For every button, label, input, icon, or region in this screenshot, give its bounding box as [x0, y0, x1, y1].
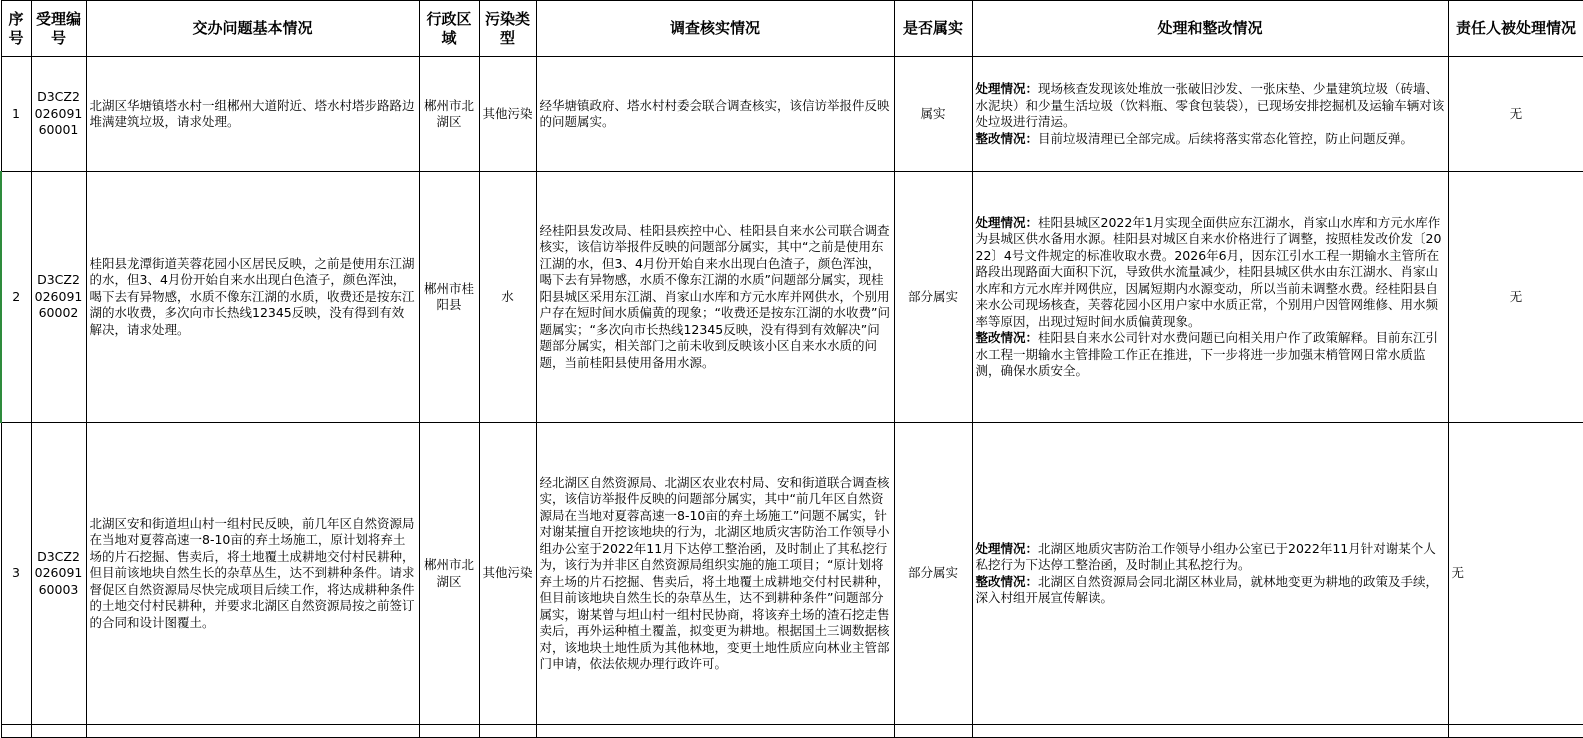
- header-seq: 序号: [1, 1, 31, 57]
- cell-verified: 部分属实: [894, 172, 972, 423]
- rectification-label: 整改情况：: [975, 130, 1039, 146]
- handling-text: 现场核查发现该处堆放一张破旧沙发、一张床垫、少量建筑垃圾（砖墙、水泥块）和少量生活垃圾（饮料瓶、零食包装袋），已现场安排挖掘机及运输车辆对该处垃圾进行清运。: [975, 81, 1445, 129]
- cell-type: 水: [479, 172, 536, 423]
- header-issue: 交办问题基本情况: [86, 1, 419, 57]
- handling-text: 桂阳县城区2022年1月实现全面供应东江湖水，肖家山水库和方元水库作为县城区供水备用水源。桂阳县对城区自来水价格进行了调整，按照桂发改价发〔2022〕4号文件规定的标准收取水费。2026年6月，因东江引水工程一期输水主管所在路段出现路面大面积下沉，导致供水流量减少，桂阳县城区供水由东江湖水、肖家山水库和方元水库并网供应，因属短期内水源变动，所以当前未调整水费。经桂阳县自来水公司现场核查，芙蓉花园小区用户家中水质正常，个别用户因管网维修、用水频率等原因，出现过短时间水质偏黄现象。: [975, 214, 1442, 329]
- table-row: [1, 57, 1583, 172]
- cell-investigation: 经桂阳县发改局、桂阳县疾控中心、桂阳县自来水公司联合调查核实，该信访举报件反映的问题部分属实，其中“之前是使用东江湖的水，但3、4月份开始自来水出现白色渣子，颜色浑浊，喝下去有异物感，水质不像东江湖的水质”问题部分属实，现桂阳县城区采用东江湖、肖家山水库和方元水库并网供水，个别用户存在短时间水质偏黄的现象；“收费还是按东江湖的水收费”问题属实；“多次向市长热线12345反映，没有得到有效解决”问题部分属实，相关部门之前未收到反映该小区自来水水质的问题，当前桂阳县使用备用水源。: [536, 172, 894, 423]
- handling-text: 北湖区地质灾害防治工作领导小组办公室已于2022年11月针对谢某个人私挖行为下达停工整治函，及时制止其私挖行为。: [975, 540, 1436, 572]
- cell-seq: 2: [1, 172, 31, 423]
- cell-issue: 桂阳县龙潭街道芙蓉花园小区居民反映，之前是使用东江湖的水，但3、4月份开始自来水出现白色渣子，颜色浑浊，喝下去有异物感，水质不像东江湖的水质，收费还是按东江湖的水收费，多次向市长热线12345反映，没有得到有效解决，请求处理。: [86, 172, 419, 423]
- header-investigation: 调查核实情况: [536, 1, 894, 57]
- cell-issue: 北湖区华塘镇塔水村一组郴州大道附近、塔水村塔步路路边堆满建筑垃圾，请求处理。: [86, 57, 419, 172]
- cell-type: 其他污染: [479, 57, 536, 172]
- cell-id: D3CZ20260916​0001: [31, 57, 86, 172]
- rectification-label: 整改情况：: [975, 573, 1039, 589]
- cell-seq: 1: [1, 57, 31, 172]
- cell-accountability: 无: [1448, 172, 1583, 423]
- cell-investigation: 经北湖区自然资源局、北湖区农业农村局、安和街道联合调查核实，该信访举报件反映的问题部分属实，其中“前几年区自然资源局在当地对夏蓉高速一8-10亩的弃土场施工”问题不属实，针对谢某擅自开挖该地块的行为，北湖区地质灾害防治工作领导小组办公室于2022年11月下达停工整治函，及时制止了其私挖行为，该行为并非区自然资源局组织实施的施工项目；“原计划将弃土场的片石挖掘、售卖后，将土地覆土成耕地交付村民耕种，但目前该地块自然生长的杂草丛生，达不到耕种条件”问题部分属实，谢某曾与坦山村一组村民协商，将该弃土场的渣石挖走售卖后，再外运种植土覆盖，拟变更为耕地。根据国土三调数据核对，该地块土地性质为其他林地，变更土地性质应向林业主管部门申请，依法依规办理行政许可。: [536, 423, 894, 725]
- header-row: [1, 1, 1583, 57]
- cell-verified: 属实: [894, 57, 972, 172]
- cell-accountability: 无: [1448, 57, 1583, 172]
- header-handling: 处理和整改情况: [972, 1, 1448, 57]
- rectification-text: 目前垃圾清理已全部完成。后续将落实常态化管控，防止问题反弹。: [1038, 130, 1414, 146]
- header-id: 受理编号: [31, 1, 86, 57]
- cell-type: 其他污染: [479, 423, 536, 725]
- cell-seq: 3: [1, 423, 31, 725]
- header-region: 行政区域: [419, 1, 479, 57]
- table-row: [1, 423, 1583, 725]
- cell-issue: 北湖区安和街道坦山村一组村民反映，前几年区自然资源局在当地对夏蓉高速一8-10亩的弃土场施工，原计划将弃土场的片石挖掘、售卖后，将土地覆土成耕地交付村民耕种，但目前该地块自然生长的杂草丛生，达不到耕种条件。请求督促区自然资源局尽快完成项目后续工作，将达成耕种条件的土地交付村民耕种，并要求北湖区自然资源局按之前签订的合同和设计图覆土。: [86, 423, 419, 725]
- cell-verified: 部分属实: [894, 423, 972, 725]
- cell-region: 郴州市北湖区: [419, 57, 479, 172]
- cell-accountability: 无: [1448, 423, 1583, 725]
- cell-region: 郴州市北湖区: [419, 423, 479, 725]
- cell-handling: [972, 423, 1448, 725]
- rectification-text: 桂阳县自来水公司针对水费问题已向相关用户作了政策解释。目前东江引水工程一期输水主管排险工作正在推进，下一步将进一步加强末梢管网日常水质监测，确保水质安全。: [975, 330, 1439, 378]
- table-row: [1, 172, 1583, 423]
- header-accountability: 责任人被处理情况: [1448, 1, 1583, 57]
- handling-label: 处理情况：: [975, 81, 1039, 96]
- rectification-label: 整改情况：: [975, 330, 1039, 345]
- cell-region: 郴州市桂阳县: [419, 172, 479, 423]
- cell-investigation: 经华塘镇政府、塔水村村委会联合调查核实，该信访举报件反映的问题属实。: [536, 57, 894, 172]
- cell-id: D3CZ20260916​0002: [31, 172, 86, 423]
- cell-id: D3CZ20260916​0003: [31, 423, 86, 725]
- table-row: [1, 725, 1583, 738]
- cell-handling: [972, 57, 1448, 172]
- cell-handling: [972, 172, 1448, 423]
- header-verified: 是否属实: [894, 1, 972, 57]
- rectification-text: 北湖区自然资源局会同北湖区林业局，就林地变更为耕地的政策及手续，深入村组开展宣传解读。: [975, 573, 1439, 605]
- handling-label: 处理情况：: [975, 540, 1039, 556]
- header-type: 污染类型: [479, 1, 536, 57]
- handling-label: 处理情况：: [975, 214, 1039, 230]
